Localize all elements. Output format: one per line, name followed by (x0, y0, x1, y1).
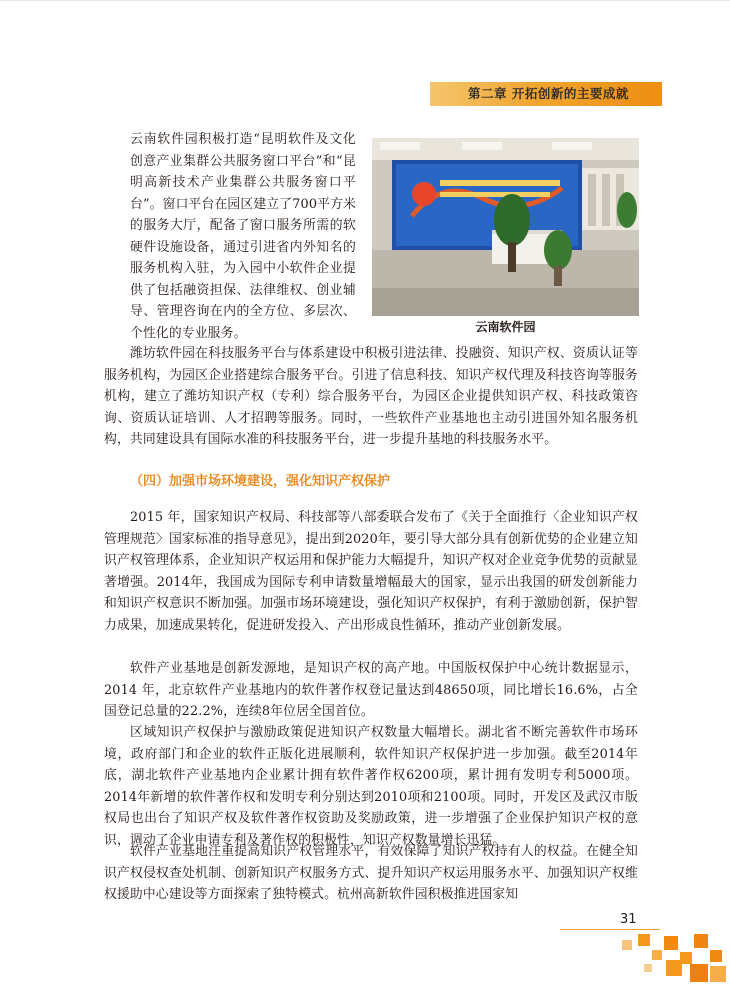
yunnan-software-park-photo (372, 138, 639, 316)
top-rule (0, 0, 730, 1)
paragraph-management: 软件产业基地注重提高知识产权管理水平，有效保障了知识产权持有人的权益。在健全知识产权侵权查处机制、创新知识产权服务方式、提升知识产权运用服务水平、加强知识产权维权援助中心建设等方面探索了独特模式。杭州高新软件园积极推进国家知 (104, 844, 638, 902)
paragraph-policy: 2015 年，国家知识产权局、科技部等八部委联合发布了《关于全面推行〈企业知识产权管理规范〉国家标准的指导意见》，提出到2020年，要引导大部分具有创新优势的企业建立知识产权管理体系，企业知识产权运用和保护能力大幅提升，知识产权对企业竞争优势的贡献显著增强。2014年，我国成为国际专利申请数量增幅最大的国家，显示出我国的研发创新能力和知识产权意识不断加强。加强市场环境建设，强化知识产权保护，有利于激励创新，保护智力成果，加速成果转化，促进研发投入、产出形成良性循环，推动产业创新发展。 (104, 510, 638, 633)
photo-caption: 云南软件园 (475, 320, 536, 334)
corner-squares-icon (560, 930, 730, 984)
paragraph-weifang: 潍坊软件园在科技服务平台与体系建设中积极引进法律、投融资、知识产权、资质认证等服务机构，为园区企业搭建综合服务平台。引进了信息科技、知识产权代理及科技咨询等服务机构，建立了潍坊知识产权（专利）综合服务平台，为园区企业提供知识产权、科技政策咨询、资质认证培训、人才招聘等服务。同时，一些软件产业基地也主动引进国外知名服务机构，共同建设具有国际水准的科技服务平台，进一步提升基地的科技服务水平。 (104, 346, 638, 447)
section-heading: （四）加强市场环境建设，强化知识产权保护 (130, 474, 391, 489)
paragraph-beijing: 软件产业基地是创新发源地，是知识产权的高产地。中国版权保护中心统计数据显示，2014 年，北京软件产业基地内的软件著作权登记量达到48650项，同比增长16.6%，占全国登记总量的22.2%，连续8年位居全国首位。 (104, 661, 638, 719)
paragraph-hubei: 区域知识产权保护与激励政策促进知识产权数量大幅增长。湖北省不断完善软件市场环境，政府部门和企业的软件正版化进展顺利，软件知识产权保护进一步加强。截至2014年底，湖北软件产业基地内企业累计拥有软件著作权6200项，累计拥有发明专利5000项。2014年新增的软件著作权和发明专利分别达到2010项和2100项。同时，开发区及武汉市版权局也出台了知识产权及软件著作权资助及奖励政策，进一步增强了企业保护知识产权的意识，调动了企业申请专利及著作权的积极性，知识产权数量增长迅猛。 (104, 725, 638, 848)
chapter-title: 第二章 开拓创新的主要成就 (468, 86, 629, 101)
paragraph-yunnan: 云南软件园积极打造“昆明软件及文化创意产业集群公共服务窗口平台”和“昆明高新技术产业集群公共服务窗口平台”。窗口平台在园区建立了700平方米的服务大厅，配备了窗口服务所需的软硬件设施设备，通过引进省内外知名的服务机构入驻，为入园中小软件企业提供了包括融资担保、法律维权、创业辅导、管理咨询在内的全方位、多层次、个性化的专业服务。 (130, 132, 356, 341)
page-number: 31 (620, 912, 637, 927)
